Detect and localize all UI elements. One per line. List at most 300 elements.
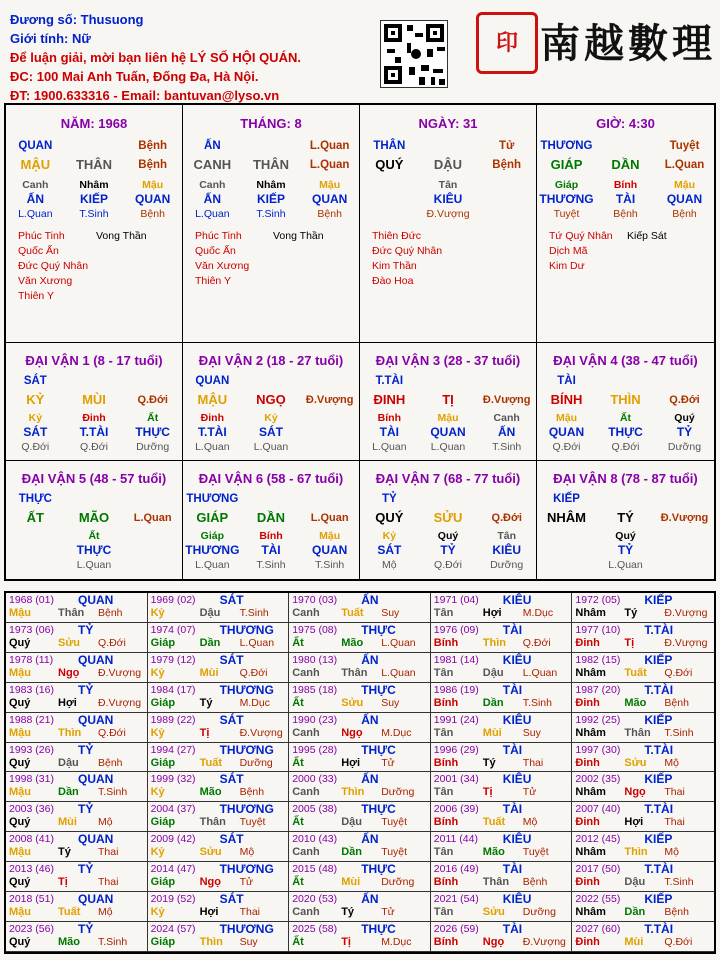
dai-van-stem-branch-0: BÍNH [550, 392, 583, 407]
year-cell[interactable] [148, 713, 290, 743]
dai-van-stem-branch [537, 507, 714, 529]
year-cell[interactable] [289, 862, 431, 892]
pillar-hidden-stems [6, 178, 182, 192]
year-cell[interactable] [431, 593, 573, 623]
year-cell[interactable] [572, 772, 714, 802]
year-god: SÁT [219, 832, 244, 847]
pillar-hidden-stems-1: Nhâm [79, 179, 109, 191]
star: Tứ Quý Nhân [549, 230, 613, 242]
year-god: TÀI [502, 742, 523, 757]
pillar-hidden-gods-0 [360, 192, 419, 207]
dai-van-god [183, 374, 359, 389]
year-cell[interactable] [431, 743, 573, 773]
dai-van-title: ĐẠI VẬN 6 (58 - 67 tuổi) [198, 471, 344, 486]
year-god: T.TÀI [644, 742, 674, 757]
year-cell[interactable] [148, 593, 290, 623]
year-cell[interactable] [431, 832, 573, 862]
year-label: 1971 (04) [433, 594, 479, 606]
dai-van-hidden [6, 411, 182, 425]
dai-van-hidden-gods [360, 425, 536, 440]
year-stem: Bính [433, 936, 459, 949]
pillar-hidden-gods-1: KIẾP [256, 192, 285, 206]
year-god: THỰC [361, 862, 396, 877]
year-god: TỶ [78, 742, 94, 757]
year-state: Thai [664, 816, 685, 829]
year-label: 1997 (30) [575, 743, 621, 756]
year-branch: Tuất [624, 666, 647, 679]
dai-van-stem-branch-2: Q.Đới [669, 394, 700, 406]
dai-van-stem-branch [360, 389, 536, 411]
year-branch: Ngọ [199, 876, 221, 889]
year-stem: Bính [433, 636, 459, 649]
year-label: 1991 (24) [433, 713, 479, 726]
year-cell[interactable] [6, 743, 148, 773]
pillar-heavenly-god-2: Tử [498, 140, 515, 152]
year-stem: Tân [433, 607, 454, 619]
year-state: M.Dục [381, 936, 412, 949]
year-stem: Ất [292, 636, 304, 649]
year-label: 1990 (23) [292, 713, 338, 726]
year-label: 2011 (44) [433, 833, 478, 846]
star: Đào Hoa [372, 275, 414, 287]
year-cell[interactable] [572, 743, 714, 773]
year-branch: Thân [624, 726, 651, 739]
year-stem: Canh [292, 666, 320, 679]
dai-van-hidden-gods-0: T.TÀI [197, 425, 227, 439]
year-god: TỶ [78, 802, 94, 817]
year-cell[interactable] [431, 862, 573, 892]
year-cell[interactable] [6, 772, 148, 802]
year-god: T.TÀI [644, 802, 674, 817]
pillar-stars [6, 229, 182, 304]
header-block [10, 10, 350, 105]
dai-van-hidden-2: Quý [674, 412, 695, 424]
year-cell[interactable] [431, 922, 573, 952]
year-god: T.TÀI [644, 622, 674, 637]
year-branch: Thân [341, 666, 368, 679]
year-cell[interactable] [6, 653, 148, 683]
dai-van-hidden [360, 411, 536, 425]
year-cell[interactable] [572, 593, 714, 623]
pillar-hidden-states-0: Tuyệt [553, 208, 580, 220]
dai-van-hidden-1: Mậu [437, 412, 459, 424]
year-cell[interactable] [6, 892, 148, 922]
pillar-title: GIỜ: 4:30 [596, 116, 655, 131]
year-state: Tuyệt [381, 816, 408, 829]
dai-van-hidden-2 [123, 529, 182, 543]
dai-van-hidden-states-0 [6, 558, 65, 572]
year-branch: Sửu [341, 696, 364, 709]
dai-van-hidden-0: Bính [377, 412, 401, 424]
contact-line[interactable]: Để luận giải, mời bạn liên hệ LÝ SỐ HỘI QUÁN. [10, 50, 301, 65]
dai-van-stem-branch-2: Q.Đới [137, 394, 168, 406]
year-branch: Tị [58, 876, 68, 889]
year-god: KIẾP [644, 593, 673, 607]
year-state: Suy [522, 726, 541, 739]
year-cell[interactable] [6, 802, 148, 832]
year-god: ẤN [361, 652, 379, 667]
dai-van-hidden-gods-0: TÀI [379, 425, 399, 439]
year-branch: Hợi [482, 607, 502, 619]
dai-van-god [183, 492, 359, 507]
dai-van-hidden-states [537, 558, 714, 572]
year-cell[interactable] [148, 892, 290, 922]
pillar-hidden-stems-1: Bính [613, 179, 638, 191]
year-branch: Hợi [58, 696, 77, 709]
year-state: Dưỡng [381, 786, 415, 799]
year-label: 1970 (03) [292, 594, 338, 606]
year-god: TỶ [78, 682, 94, 697]
pillar-hidden-states-1: Bệnh [613, 208, 638, 220]
year-label: 2003 (36) [9, 803, 54, 816]
dai-van-hidden-states [6, 440, 182, 454]
year-stem: Giáp [150, 756, 176, 769]
year-cell[interactable] [572, 862, 714, 892]
year-god: THƯƠNG [219, 862, 274, 877]
dai-van-stem-branch [6, 389, 182, 411]
year-cell[interactable] [289, 922, 431, 952]
year-cell[interactable] [431, 802, 573, 832]
pillar-hidden-gods-2: QUAN [134, 192, 171, 206]
dai-van-hidden-states [183, 558, 359, 572]
year-cell[interactable] [6, 623, 148, 653]
year-label: 1980 (13) [292, 653, 338, 666]
year-branch: Ngọ [482, 936, 505, 949]
year-cell[interactable] [289, 772, 431, 802]
year-cell[interactable] [6, 862, 148, 892]
year-cell[interactable] [431, 653, 573, 683]
year-stem: Nhâm [575, 786, 606, 799]
year-god: THƯƠNG [219, 922, 274, 937]
brand-logo: 南越數理 [540, 20, 716, 67]
year-state: Suy [381, 607, 400, 619]
pillar-stem-branch [537, 154, 714, 176]
dai-van-hidden-0 [537, 529, 596, 543]
dai-van-hidden-gods-2: TỶ [676, 425, 693, 439]
year-label: 1995 (28) [292, 743, 338, 756]
year-state: Đ.Vượng [664, 607, 708, 619]
pillar-hidden-gods-2: QUAN [311, 192, 348, 206]
star: Thiên Y [18, 290, 54, 302]
year-branch: Thân [482, 876, 510, 889]
pillar-hidden-stems [183, 178, 359, 192]
dai-van-hidden-states [360, 558, 536, 572]
year-stem: Mậu [9, 786, 31, 799]
year-cell[interactable] [431, 713, 573, 743]
pillar-hidden-stems-0: Giáp [554, 179, 579, 191]
year-branch: Tý [58, 846, 71, 859]
year-stem: Nhâm [575, 846, 606, 859]
year-state: Tuyệt [381, 846, 408, 859]
year-state: L.Quan [381, 636, 416, 649]
dai-van-hidden-gods [360, 543, 536, 558]
star: Dịch Mã [549, 245, 588, 257]
year-cell[interactable] [6, 922, 148, 952]
year-stem: Giáp [150, 876, 176, 889]
stars-right [273, 229, 351, 289]
dai-van-stem-branch-0: ẤT [26, 510, 44, 525]
dai-van-hidden-states-1: L.Quan [76, 559, 112, 571]
year-cell[interactable] [572, 892, 714, 922]
pillar-hidden-states-0: L.Quan [195, 208, 230, 220]
sp [655, 492, 714, 507]
dai-van-hidden-states-1: L.Quan [253, 441, 289, 453]
year-cell[interactable] [289, 743, 431, 773]
pillar-heavenly-god-1 [242, 139, 301, 154]
pillar-hidden-stems-2 [477, 178, 536, 192]
dai-van-title: ĐẠI VẬN 1 (8 - 17 tuổi) [25, 353, 163, 368]
star: Đức Quý Nhân [372, 245, 443, 257]
year-cell[interactable] [431, 892, 573, 922]
pillar-stars [183, 229, 359, 289]
dai-van-hidden-gods-1: QUAN [430, 425, 466, 439]
year-god: QUAN [78, 712, 114, 727]
year-cell[interactable] [572, 683, 714, 713]
year-label: 1986 (19) [433, 683, 479, 696]
dai-van-stem-branch-0: NHÂM [547, 510, 586, 525]
year-cell[interactable] [148, 623, 290, 653]
year-cell[interactable] [289, 623, 431, 653]
pillar-hidden-stems-2: Mậu [142, 179, 164, 191]
year-state: M.Dục [381, 726, 412, 739]
dai-van-god-text: TỶ [381, 493, 397, 505]
sp [596, 374, 655, 389]
year-branch: Ngọ [341, 726, 363, 739]
star: Vong Thần [273, 230, 324, 242]
year-state: Mộ [239, 846, 255, 859]
pillar-hidden-gods-1: KIÊU [433, 192, 463, 206]
year-god: KIÊU [502, 652, 532, 667]
year-label: 2027 (60) [575, 923, 621, 936]
dai-van-hidden-states-1: Q.Đới [80, 441, 108, 453]
year-state: Q.Đới [98, 726, 126, 739]
star: Kiếp Sát [627, 230, 667, 242]
pillar-hidden-states-2: Bệnh [140, 208, 165, 220]
dai-van-hidden-states-0: Q.Đới [21, 441, 50, 453]
pillar-2 [360, 105, 537, 343]
pillar-hidden-gods-0: ẤN [203, 192, 221, 206]
year-cell[interactable] [289, 802, 431, 832]
year-label: 2009 (42) [150, 833, 196, 846]
dai-van-stem-branch-0: ĐINH [373, 392, 406, 407]
dai-van-hidden-states-2 [655, 558, 714, 572]
dai-van-hidden-1: Ất [88, 530, 100, 542]
dai-van-stem-branch [360, 507, 536, 529]
year-cell[interactable] [148, 772, 290, 802]
year-god: T.TÀI [644, 922, 674, 937]
year-cell[interactable] [148, 802, 290, 832]
year-state: Suy [239, 936, 258, 949]
pillar-stars [360, 229, 536, 289]
pillar-heavenly-god-0: THÂN [373, 140, 406, 152]
year-god: ẤN [361, 832, 379, 847]
sp [419, 374, 478, 389]
year-cell[interactable] [148, 862, 290, 892]
year-cell[interactable] [289, 683, 431, 713]
year-stem: Kỷ [150, 607, 165, 619]
year-state: Tử [522, 786, 537, 799]
dai-van-stem-branch [537, 389, 714, 411]
year-state: M.Dục [522, 607, 554, 619]
year-label: 1988 (21) [9, 713, 54, 726]
year-stem: Giáp [150, 636, 176, 649]
year-cell[interactable] [431, 623, 573, 653]
pillar-hidden-stems [537, 178, 714, 192]
year-label: 2008 (41) [9, 833, 54, 846]
pillar-heavenly-god-0: ẤN [204, 140, 221, 152]
dai-van-title: ĐẠI VẬN 8 (78 - 87 tuổi) [553, 471, 698, 486]
pillar-hidden-states-1: T.Sinh [256, 208, 286, 220]
dai-van-hidden-states-2: T.Sinh [492, 441, 522, 453]
year-stem: Đinh [575, 936, 600, 949]
year-branch: Dậu [482, 666, 504, 679]
year-state: Q.Đới [664, 666, 693, 679]
sp [123, 492, 182, 507]
year-cell[interactable] [148, 922, 290, 952]
year-stem: Canh [292, 786, 320, 799]
year-label: 1999 (32) [150, 773, 196, 786]
year-state: Dưỡng [381, 876, 415, 889]
year-cell[interactable] [572, 713, 714, 743]
dai-van-hidden-gods-2: THỰC [135, 425, 170, 439]
year-label: 2017 (50) [575, 863, 621, 876]
pillar-stem-branch [6, 154, 182, 176]
dai-van-hidden-1: Kỷ [264, 412, 278, 424]
dai-van-stem-branch-1: THÌN [610, 392, 641, 407]
stars-right [450, 229, 528, 289]
year-god: SÁT [219, 652, 244, 667]
dai-van-hidden-gods [6, 425, 182, 440]
year-state: Bệnh [664, 696, 689, 709]
dai-van-hidden-1: Ất [619, 412, 632, 424]
star: Văn Xương [18, 275, 73, 287]
pillar-hidden-states-2: Bệnh [317, 208, 342, 220]
year-cell[interactable] [289, 593, 431, 623]
year-label: 2018 (51) [9, 893, 54, 906]
pillar-title: THÁNG: 8 [240, 116, 302, 131]
year-branch: Thìn [199, 936, 223, 949]
dai-van-god [360, 374, 536, 389]
year-stem: Đinh [575, 696, 600, 709]
pillar-hidden-states-1: T.Sinh [79, 208, 109, 220]
year-stem: Mậu [9, 906, 31, 919]
year-label: 2004 (37) [150, 803, 196, 816]
dai-van-stem-branch-0: KỶ [26, 392, 45, 407]
year-cell[interactable] [572, 802, 714, 832]
dai-van-title: ĐẠI VẬN 5 (48 - 57 tuổi) [21, 471, 167, 486]
dai-van-hidden [6, 529, 182, 543]
year-branch: Dậu [199, 607, 221, 619]
year-branch: Dần [199, 636, 221, 649]
year-branch: Dần [341, 846, 362, 859]
pillar-hidden-gods-2 [477, 192, 536, 207]
year-cell[interactable] [572, 832, 714, 862]
year-cell[interactable] [431, 683, 573, 713]
year-cell[interactable] [289, 653, 431, 683]
dai-van-8 [537, 461, 714, 579]
dai-van-god-text: QUAN [195, 375, 230, 387]
year-god: TÀI [502, 922, 523, 937]
year-stem: Tân [433, 786, 454, 799]
year-label: 2023 (56) [9, 923, 54, 936]
dai-van-title: ĐẠI VẬN 3 (28 - 37 tuổi) [375, 353, 521, 368]
year-branch: Dần [624, 906, 646, 919]
year-god: KIÊU [502, 593, 532, 607]
year-state: Tử [239, 876, 254, 889]
year-state: Q.Đới [522, 636, 551, 649]
year-branch: Mùi [58, 816, 77, 829]
year-cell[interactable] [289, 713, 431, 743]
year-cell[interactable] [148, 743, 290, 773]
pillar-hidden-gods-0: ẤN [26, 192, 44, 206]
year-state: Bệnh [664, 906, 689, 919]
year-cell[interactable] [6, 593, 148, 623]
year-cell[interactable] [572, 653, 714, 683]
year-cell[interactable] [148, 653, 290, 683]
dai-van-hidden-gods-1: THỰC [76, 543, 112, 557]
year-god: QUAN [78, 832, 114, 847]
year-stem: Bính [433, 756, 459, 769]
year-stem: Đinh [575, 816, 600, 829]
dai-van-hidden-gods [537, 543, 714, 558]
year-stem: Giáp [150, 936, 176, 949]
pillar-stem-branch-0: QUÝ [375, 157, 404, 172]
year-branch: Tý [482, 756, 496, 769]
year-stem: Quý [9, 876, 31, 889]
year-stem: Quý [9, 816, 31, 829]
year-state: T.Sinh [522, 696, 552, 709]
year-god: THỰC [361, 622, 396, 637]
year-cell[interactable] [572, 623, 714, 653]
year-cell[interactable] [6, 683, 148, 713]
year-cell[interactable] [6, 713, 148, 743]
year-cell[interactable] [572, 922, 714, 952]
year-cell[interactable] [148, 832, 290, 862]
dai-van-hidden-gods-0 [6, 543, 65, 558]
year-stem: Quý [9, 936, 31, 949]
year-cell[interactable] [6, 832, 148, 862]
year-stem: Nhâm [575, 607, 606, 619]
year-stem: Quý [9, 636, 31, 649]
dai-van-hidden-states-1: Q.Đới [434, 559, 462, 571]
qr-code[interactable] [380, 20, 448, 88]
phone-email-line[interactable]: ĐT: 1900.633316 - Email: bantuvan@lyso.vn [10, 88, 280, 103]
dai-van-hidden-gods-1: THỰC [608, 425, 643, 439]
year-state: Tử [381, 756, 395, 769]
year-cell[interactable] [289, 892, 431, 922]
year-branch: Tị [341, 936, 351, 949]
dai-van-hidden-gods [183, 543, 359, 558]
sp [65, 492, 124, 507]
pillar-hidden-states-2 [477, 207, 536, 221]
year-cell[interactable] [148, 683, 290, 713]
year-god: SÁT [219, 593, 244, 607]
dai-van-hidden-states-2: T.Sinh [315, 559, 345, 571]
dai-van-hidden-gods-0: QUAN [548, 425, 585, 439]
dai-van-stem-branch-0: GIÁP [196, 510, 229, 525]
name-line: Đương số: Thusuong [10, 12, 144, 27]
year-cell[interactable] [289, 832, 431, 862]
dai-van-stem-branch-1: MÙI [82, 392, 106, 407]
year-branch: Tuất [341, 607, 364, 619]
year-stem: Kỷ [150, 906, 165, 919]
year-state: Bệnh [239, 786, 265, 799]
year-cell[interactable] [431, 772, 573, 802]
dai-van-hidden-2 [655, 529, 714, 543]
year-stem: Tân [433, 846, 454, 859]
year-stem: Nhâm [575, 666, 606, 679]
year-stem: Kỷ [150, 786, 165, 799]
